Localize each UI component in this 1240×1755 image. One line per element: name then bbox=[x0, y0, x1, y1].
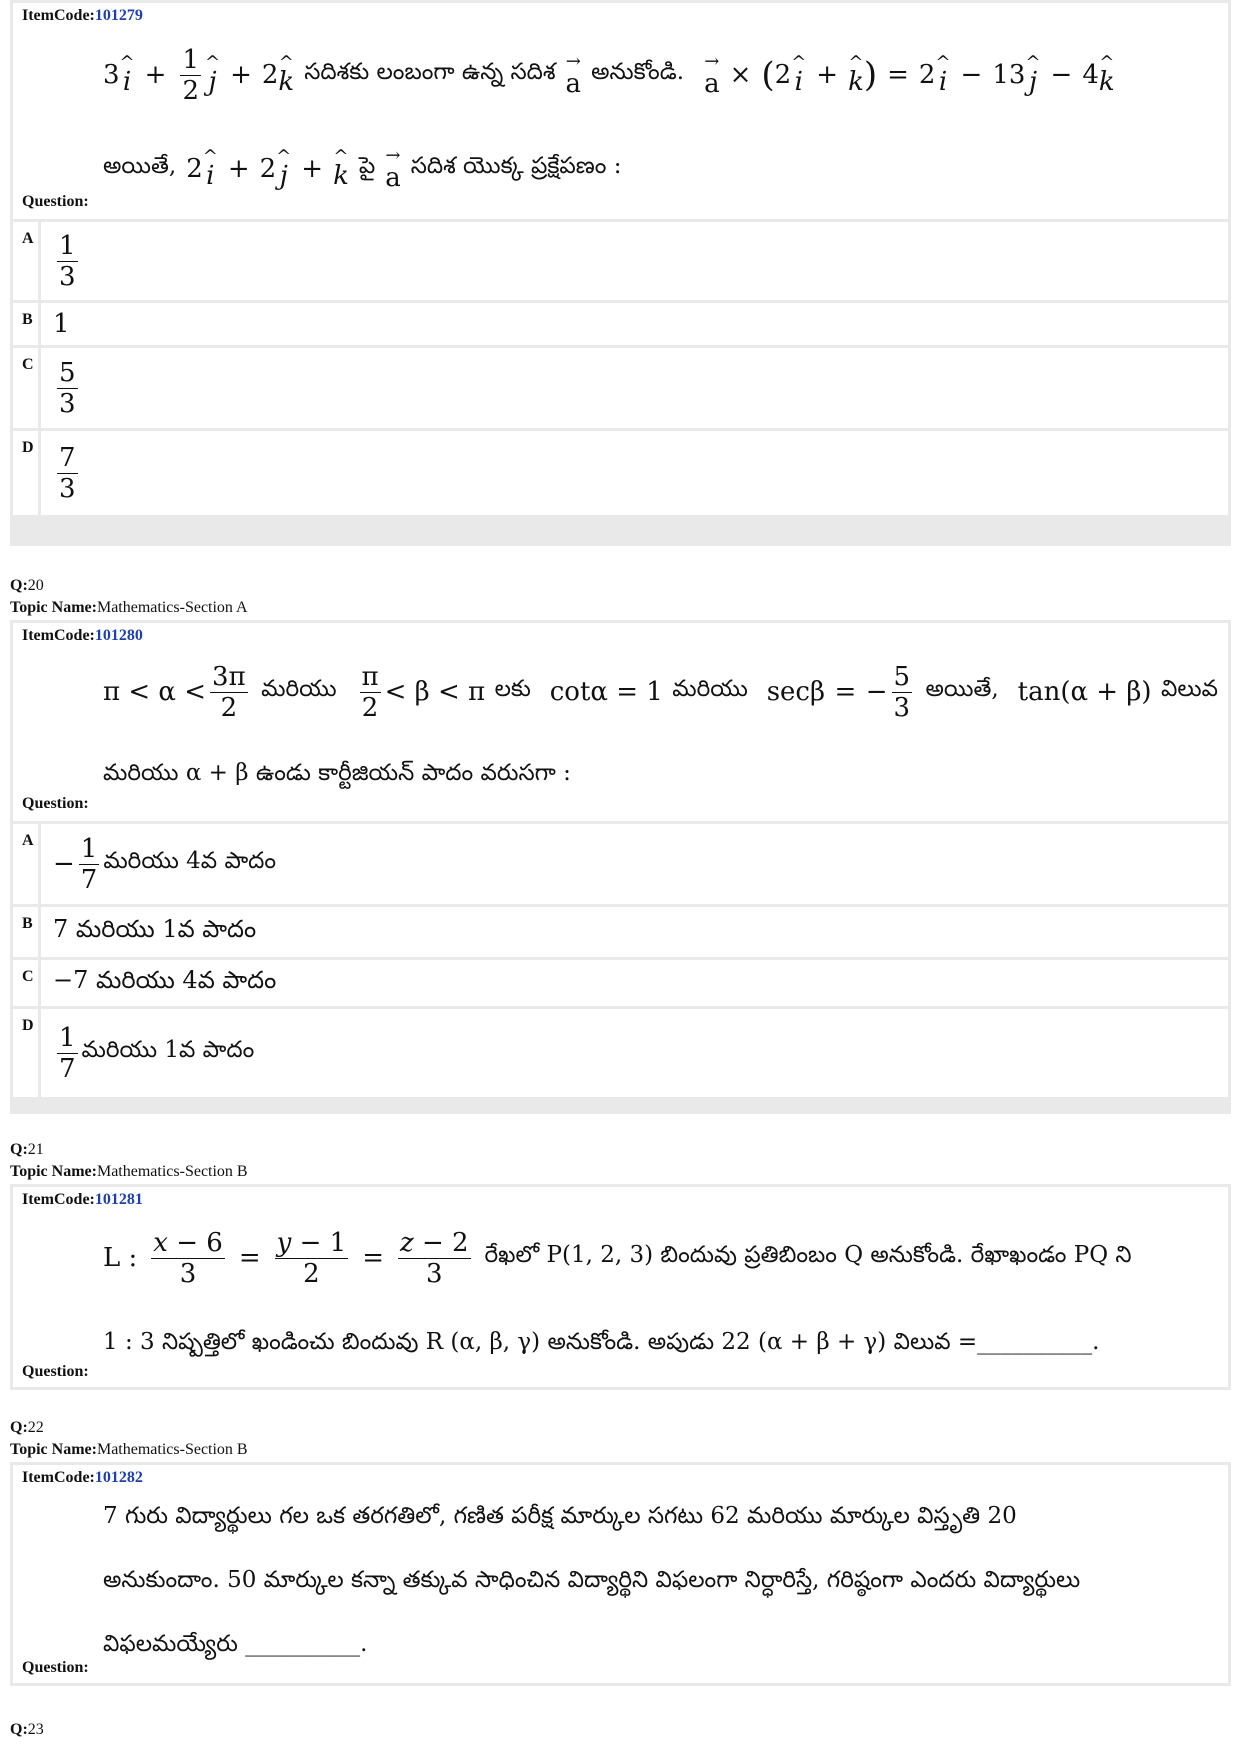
item-code: ItemCode:101281 bbox=[22, 1191, 143, 1208]
question-line-1: L : $\frac{x - 6}{3}$ = $\frac{y - 1}{2}$ = $\frac{z - 2}{3}$ రేఖలో P(1, 2, 3) బిందువు ప్రతిబింబం Q అనుకోండి. రేఖాఖండం PQ ని bbox=[103, 1227, 1132, 1289]
topic-name: Topic Name:Mathematics-Section A bbox=[10, 599, 248, 616]
option-d[interactable]: D $\frac{7}{3}$ bbox=[13, 428, 1228, 515]
question-card-q20 bbox=[10, 620, 1231, 1114]
question-line-2: 1 : 3 నిష్పత్తిలో ఖండించు బిందువు R (α, β, γ) అనుకోండి. అపుడు 22 (α + β + γ) విలువ =__________. bbox=[103, 1329, 1100, 1355]
question-body bbox=[13, 1187, 1228, 1387]
question-line-1: π < α < $\frac{3\pi}{2}$ మరియు $\frac{\pi}{2}$ < β < π లకు cotα = 1 మరియు secβ = − $\frac{5}{3}$ అయితే, tan(α + β) విలువ bbox=[103, 661, 1218, 723]
question-number: Q:22 bbox=[10, 1419, 44, 1436]
option-a[interactable]: A $\frac{1}{3}$ bbox=[13, 219, 1228, 300]
question-line-3: విఫలమయ్యేరు __________. bbox=[103, 1631, 368, 1657]
question-card-q22 bbox=[10, 1462, 1231, 1686]
option-fraction: $\frac{7}{3}$ bbox=[59, 442, 76, 504]
option-c[interactable]: C −7 మరియు 4వ పాదం bbox=[13, 957, 1228, 1006]
option-value: 1 bbox=[53, 309, 70, 339]
option-d[interactable]: D $\frac{1}{7}$ మరియు 1వ పాదం bbox=[13, 1006, 1228, 1097]
question-line-1: 7 గురు విద్యార్థులు గల ఒక తరగతిలో, గణిత పరీక్ష మార్కుల సగటు 62 మరియు మార్కుల విస్తృతి 20 bbox=[103, 1503, 1017, 1529]
topic-name: Topic Name:Mathematics-Section B bbox=[10, 1441, 248, 1458]
option-b[interactable]: B 1 bbox=[13, 300, 1228, 345]
topic-name: Topic Name:Mathematics-Section B bbox=[10, 1163, 248, 1180]
question-body bbox=[13, 1465, 1228, 1683]
option-b[interactable]: B 7 మరియు 1వ పాదం bbox=[13, 904, 1228, 957]
option-a[interactable]: A − $\frac{1}{7}$ మరియు 4వ పాదం bbox=[13, 821, 1228, 904]
question-label: Question: bbox=[22, 1659, 89, 1676]
question-number: Q:23 bbox=[10, 1721, 44, 1738]
question-line-2: అనుకుందాం. 50 మార్కుల కన్నా తక్కువ సాధించిన విద్యార్థిని విఫలంగా నిర్ధారిస్తే, గరిష్ఠంగా ఎందరు విద్యార్థులు bbox=[103, 1567, 1081, 1593]
question-label: Question: bbox=[22, 193, 89, 210]
option-fraction: $\frac{1}{3}$ bbox=[59, 230, 76, 292]
question-label: Question: bbox=[22, 1363, 89, 1380]
question-number: Q:21 bbox=[10, 1141, 44, 1158]
question-number: Q:20 bbox=[10, 577, 44, 594]
item-code: ItemCode:101280 bbox=[22, 627, 143, 644]
question-line-2: అయితే, 2 ^ i + 2 ^ j + ^ k పై → a సదిశ యొక్క ప్రక్షేపణం : bbox=[103, 145, 622, 193]
question-card-q19 bbox=[10, 0, 1231, 546]
question-line-2: మరియు α + β ఉండు కార్టీజియన్ పాదం వరుసగా : bbox=[103, 760, 571, 786]
question-body bbox=[13, 3, 1228, 219]
option-fraction: $\frac{5}{3}$ bbox=[59, 357, 76, 419]
question-body bbox=[13, 623, 1228, 821]
item-code: ItemCode:101282 bbox=[22, 1469, 143, 1486]
question-line-1: 3 ^ i + $\frac{1}{2}$ ^ j + 2 ^ k సదిశకు లంబంగా ఉన్న సదిశ → a అనుకోండి. → a × ( 2 ^ i + ^ k ) = 2 ^ i − 13 ^ j − 4 ^ k bbox=[103, 44, 1115, 106]
question-label: Question: bbox=[22, 795, 89, 812]
option-c[interactable]: C $\frac{5}{3}$ bbox=[13, 345, 1228, 428]
item-code: ItemCode:101279 bbox=[22, 7, 143, 24]
question-card-q21 bbox=[10, 1184, 1231, 1390]
